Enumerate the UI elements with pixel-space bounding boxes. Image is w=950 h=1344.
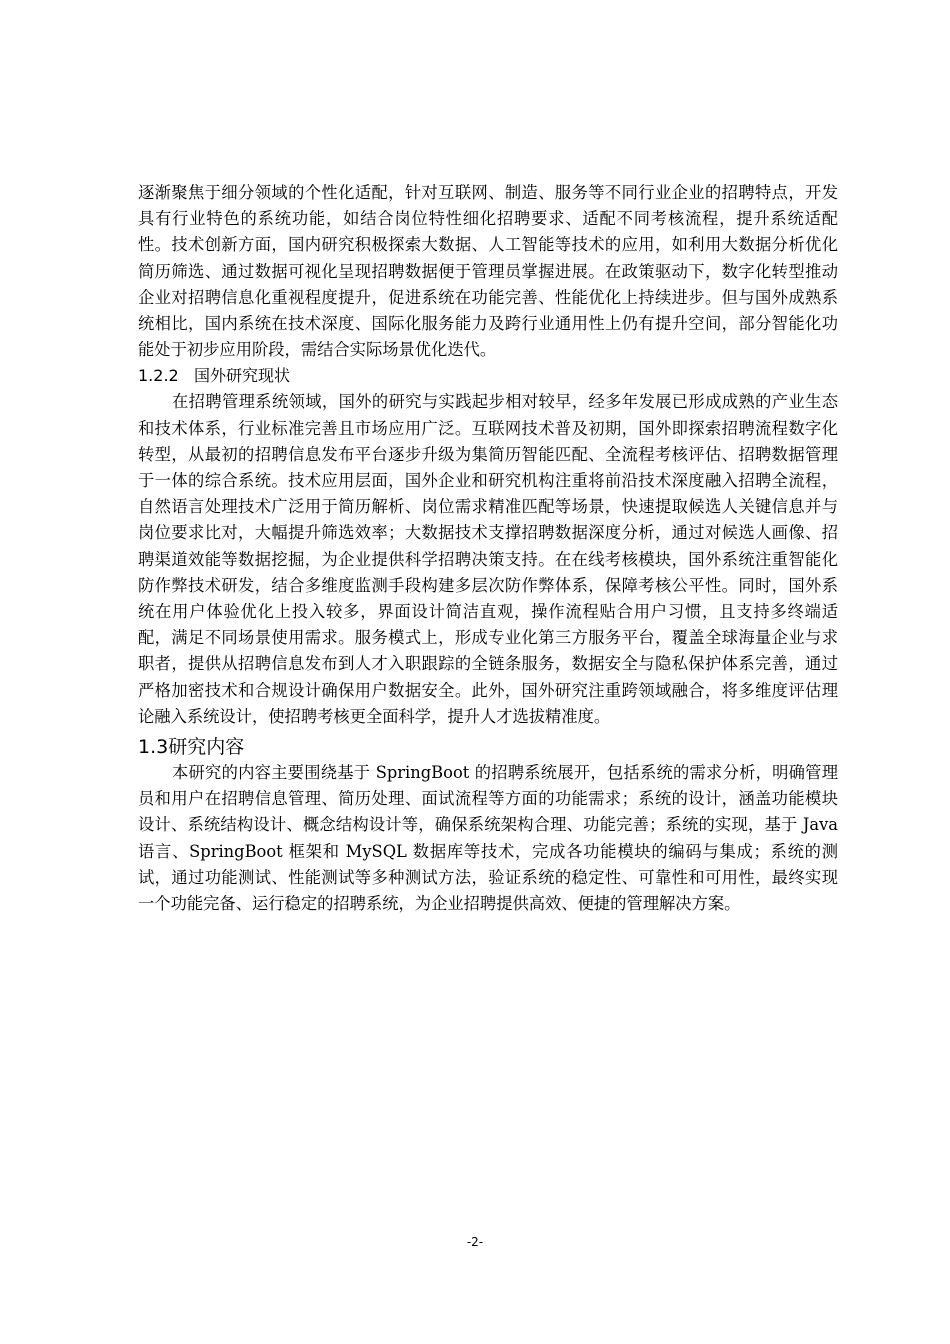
section-number: 1.2.2 [138, 366, 179, 386]
body-paragraph-research-content: 本研究的内容主要围绕基于 SpringBoot 的招聘系统展开，包括系统的需求分析，明确管理员和用户在招聘信息管理、简历处理、面试流程等方面的功能需求；系统的设计，涵盖功能模块设计、系统结构设计、概念结构设计等，确保系统架构合理、功能完善；系统的实现，基于 Java 语言、SpringBoot 框架和 MySQL 数据库等技术，完成各功能模块的编码与集成；系统的测试，通过功能测试、性能测试等多种测试方法，验证系统的稳定性、可靠性和可用性，最终实现一个功能完备、运行稳定的招聘系统，为企业招聘提供高效、便捷的管理解决方案。 [138, 763, 838, 914]
page-content [138, 180, 838, 917]
section-heading-1-3 [138, 734, 838, 760]
section-heading-1-2-2 [138, 363, 838, 389]
section-title: 研究内容 [168, 736, 245, 759]
body-paragraph-foreign-research: 在招聘管理系统领域，国外的研究与实践起步相对较早，经多年发展已形成成熟的产业生态和技术体系，行业标准完善且市场应用广泛。互联网技术普及初期，国外即探索招聘流程数字化转型，从最初的招聘信息发布平台逐步升级为集简历智能匹配、全流程考核评估、招聘数据管理于一体的综合系统。技术应用层面，国外企业和研究机构注重将前沿技术深度融入招聘全流程，自然语言处理技术广泛用于简历解析、岗位需求精准匹配等场景，快速提取候选人关键信息并与岗位要求比对，大幅提升筛选效率；大数据技术支撑招聘数据深度分析，通过对候选人画像、招聘渠道效能等数据挖掘，为企业提供科学招聘决策支持。在在线考核模块，国外系统注重智能化防作弊技术研发，结合多维度监测手段构建多层次防作弊体系，保障考核公平性。同时，国外系统在用户体验优化上投入较多，界面设计简洁直观，操作流程贴合用户习惯，且支持多终端适配，满足不同场景使用需求。服务模式上，形成专业化第三方服务平台，覆盖全球海量企业与求职者，提供从招聘信息发布到人才入职跟踪的全链条服务，数据安全与隐私保护体系完善，通过严格加密技术和合规设计确保用户数据安全。此外，国外研究注重跨领域融合，将多维度评估理论融入系统设计，使招聘考核更全面科学，提升人才选拔精准度。 [138, 392, 838, 726]
page-number: -2- [466, 1235, 484, 1249]
section-title: 国外研究现状 [193, 366, 290, 386]
body-paragraph-continued: 逐渐聚焦于细分领域的个性化适配，针对互联网、制造、服务等不同行业企业的招聘特点，开发具有行业特色的系统功能，如结合岗位特性细化招聘要求、适配不同考核流程，提升系统适配性。技术创新方面，国内研究积极探索大数据、人工智能等技术的应用，如利用大数据分析优化简历筛选、通过数据可视化呈现招聘数据便于管理员掌握进展。在政策驱动下，数字化转型推动企业对招聘信息化重视程度提升，促进系统在功能完善、性能优化上持续进步。但与国外成熟系统相比，国内系统在技术深度、国际化服务能力及跨行业通用性上仍有提升空间，部分智能化功能处于初步应用阶段，需结合实际场景优化迭代。 [138, 183, 838, 360]
section-number: 1.3 [138, 736, 169, 759]
